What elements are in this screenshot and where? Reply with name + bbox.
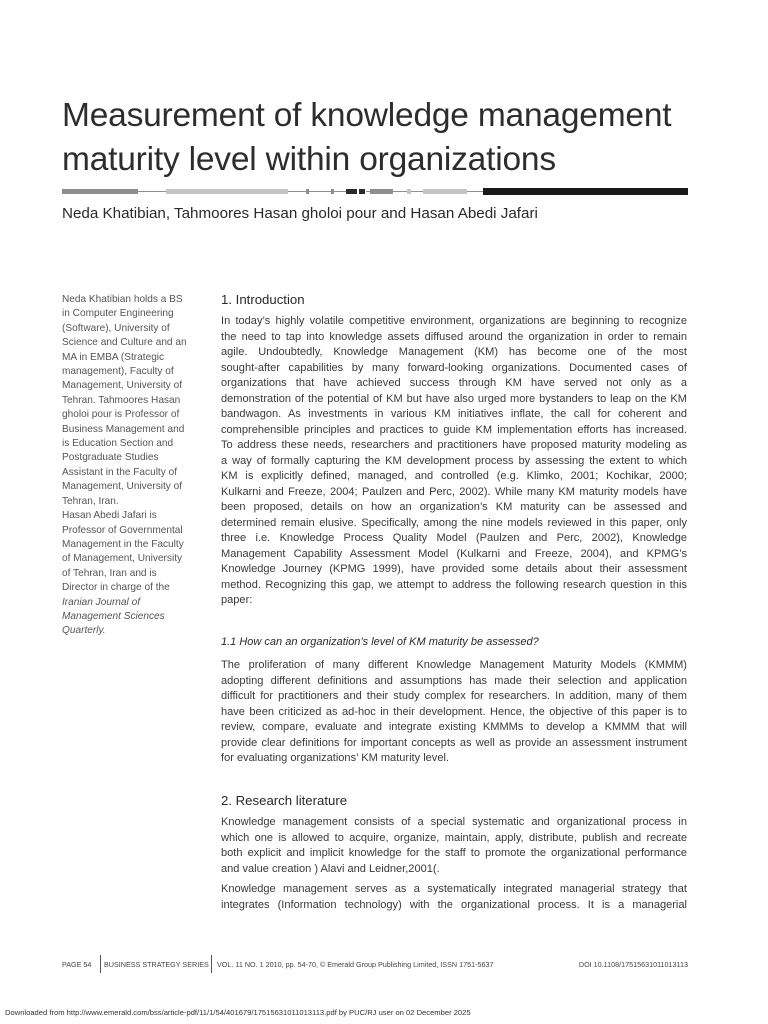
- bio-line: Science and Culture and an: [62, 337, 187, 349]
- paragraph-line: The proliferation of many different Knowledge Management Maturity Models (KMMM): [221, 659, 687, 671]
- article-title-line-2: maturity level within organizations: [62, 141, 556, 178]
- paragraph-line: comprehensible principles and practices to guide KM implementation efforts has increased.: [221, 423, 687, 436]
- section-heading-introduction: [221, 291, 687, 309]
- rule-segment: [62, 189, 138, 194]
- question-paragraph: [221, 658, 687, 767]
- paragraph-line: three i.e. Knowledge Process Quality Model (Paulzen and Perc, 2002), Knowledge: [221, 532, 687, 544]
- section-heading-research-literature: [221, 792, 687, 810]
- literature-paragraph-2: [221, 882, 687, 913]
- paragraph-line: agile. Undoubtedly, Knowledge Management (KM) has become one of the most: [221, 346, 687, 358]
- bio-line: Tehran, Iran.: [62, 495, 119, 507]
- bio-line: gholoi pour is Professor of: [62, 409, 180, 421]
- heading-text: 2. Research literature: [221, 793, 348, 808]
- bio-line: Management in the Faculty: [62, 538, 184, 550]
- paragraph-line: the need to tap into knowledge assets diffused around the organization in order to remain: [221, 330, 687, 343]
- bio-line: of Tehran, Iran and is: [62, 567, 157, 579]
- footer-series: BUSINESS STRATEGY SERIES: [104, 960, 209, 969]
- paragraph-line: which one is allowed to acquire, organize, maintain, apply, distribute, publish and recreate: [221, 831, 687, 844]
- rule-segment: [467, 191, 483, 192]
- bio-line: Neda Khatibian holds a BS: [62, 294, 183, 305]
- literature-paragraph-1: [221, 815, 687, 877]
- rule-segment: [393, 191, 407, 192]
- footer-divider: [100, 955, 101, 973]
- question-text: 1.1 How can an organization’s level of KM maturity be assessed?: [221, 636, 539, 648]
- rule-segment: [334, 191, 346, 192]
- paragraph-line: determined remain elusive. Specifically, among the nine models reviewed in this paper, only: [221, 516, 687, 529]
- paragraph-line: KM is explicitly defined, managed, and controlled (e.g. Klimko, 2001; Kochikar, 2000;: [221, 470, 687, 482]
- bio-line: Business Management and: [62, 423, 185, 435]
- paragraph-line: provide clear definitions for important concepts as well as provide an assessment instrument: [221, 736, 687, 749]
- paragraph-line: sought-after capabilities by many forward-looking organizations. Documented cases of: [221, 361, 687, 374]
- rule-segment: [370, 189, 393, 194]
- bio-line: Tehran. Tahmoores Hasan: [62, 394, 181, 406]
- paragraph-line: adopting different definitions and assumptions has made their selection and application: [221, 674, 687, 687]
- paragraph-line: paper:: [221, 594, 253, 606]
- bio-line: Assistant in the Faculty of: [62, 466, 178, 478]
- paragraph-line: To address these needs, researchers and practitioners have proposed maturity modeling as: [221, 439, 687, 451]
- paragraph-line: Knowledge Journey (KPMG 1999), have provided some details about their assessment: [221, 563, 687, 575]
- rule-segment: [288, 191, 306, 192]
- title-divider-rule: [62, 188, 688, 195]
- bio-line: Management, University of: [62, 380, 183, 392]
- bio-line: Management, University of: [62, 481, 183, 493]
- bio-line: in Computer Engineering: [62, 308, 174, 320]
- paragraph-line: been proposed, details on how an organization’s KM maturity can be assessed and: [221, 501, 687, 513]
- paragraph-line: organizations that have achieved success through KM have served not only as a: [221, 377, 687, 389]
- paragraph-line: difficult for practitioners and their study complex for researchers. In addition, many of them: [221, 690, 687, 702]
- footer-doi: DOI 10.1108/17515631011013113: [578, 960, 688, 969]
- paragraph-line: have been criticized as ad-hoc in their development. Hence, the objective of this paper is to: [221, 705, 687, 718]
- rule-segment: [483, 188, 688, 195]
- bio-line: Director in charge of the: [62, 582, 170, 594]
- article-title-line-1: Measurement of knowledge management: [62, 97, 672, 134]
- paragraph-line: method. Recognizing this gap, we attempt to address the following research question in this: [221, 578, 687, 591]
- download-notice: Downloaded from http://www.emerald.com/bss/article-pdf/11/1/54/401679/17515631011013113.pdf by PUC/RJ user on 02 December 2025: [5, 1008, 471, 1017]
- paragraph-line: Management Capability Assessment Model (Kulkarni and Freeze, 2004), and KPMG’s: [221, 547, 687, 560]
- bio-line: Iranian Journal of: [62, 596, 140, 608]
- rule-segment: [359, 189, 365, 194]
- paragraph-line: both explicit and implicit knowledge for the staff to promote the organizational performance: [221, 847, 687, 859]
- introduction-paragraph: [221, 314, 687, 609]
- paragraph-line: bandwagon. As investments in various KM initiatives inflate, the call for coherent and: [221, 408, 687, 420]
- paragraph-line: and value creation ) Alavi and Leidner,2001(.: [221, 862, 440, 875]
- subsection-question: [221, 635, 687, 650]
- rule-segment: [423, 189, 467, 194]
- bio-line: of Management, University: [62, 553, 183, 565]
- paragraph-line: Knowledge management serves as a systematically integrated managerial strategy that: [221, 883, 687, 895]
- rule-segment: [411, 191, 423, 192]
- bio-line: is Education Section and: [62, 438, 174, 450]
- rule-segment: [166, 189, 288, 194]
- bio-line: MA in EMBA (Strategic: [62, 351, 165, 363]
- paragraph-line: for evaluating organizations’ KM maturity level.: [221, 752, 449, 764]
- paragraph-line: a way of formally capturing the KM development process by assessing the extent to which: [221, 454, 687, 467]
- paragraph-line: Knowledge management consists of a special systematic and organizational process in: [221, 816, 687, 828]
- bio-line: Management Sciences: [62, 610, 165, 622]
- bio-line: (Software), University of: [62, 322, 170, 334]
- paragraph-line: In today’s highly volatile competitive environment, organizations are beginning to recognize: [221, 315, 687, 327]
- bio-line: Quarterly.: [62, 625, 106, 637]
- author-list: Neda Khatibian, Tahmoores Hasan gholoi pour and Hasan Abedi Jafari: [62, 205, 538, 222]
- paragraph-line: Kulkarni and Freeze, 2004; Paulzen and Perc, 2002). While many KM maturity models have: [221, 485, 687, 498]
- footer-volume: VOL. 11 NO. 1 2010, pp. 54-70, © Emerald Group Publishing Limited, ISSN 1751-5637: [217, 960, 494, 969]
- bio-line: Postgraduate Studies: [62, 452, 159, 464]
- footer-divider: [211, 955, 212, 973]
- bio-line: management), Faculty of: [62, 366, 174, 378]
- bio-line: Hasan Abedi Jafari is: [62, 510, 157, 522]
- author-bio-sidebar: [62, 293, 212, 639]
- paragraph-line: review, compare, evaluate and integrate existing KMMMs to develop a KMMM that will: [221, 721, 687, 733]
- rule-segment: [309, 191, 331, 192]
- paragraph-line: demonstration of the potential of KM but have also urged more bystanders to leap on the KM: [221, 392, 687, 405]
- footer-page-number: PAGE 54: [62, 960, 92, 969]
- bio-line: Professor of Governmental: [62, 524, 183, 536]
- article-title: [62, 94, 742, 182]
- rule-segment: [346, 189, 357, 194]
- rule-segment: [138, 191, 166, 192]
- page-footer: [62, 955, 688, 975]
- heading-text: 1. Introduction: [221, 292, 305, 307]
- paragraph-line: integrates (Information technology) with the organizational process. It is a managerial: [221, 898, 687, 911]
